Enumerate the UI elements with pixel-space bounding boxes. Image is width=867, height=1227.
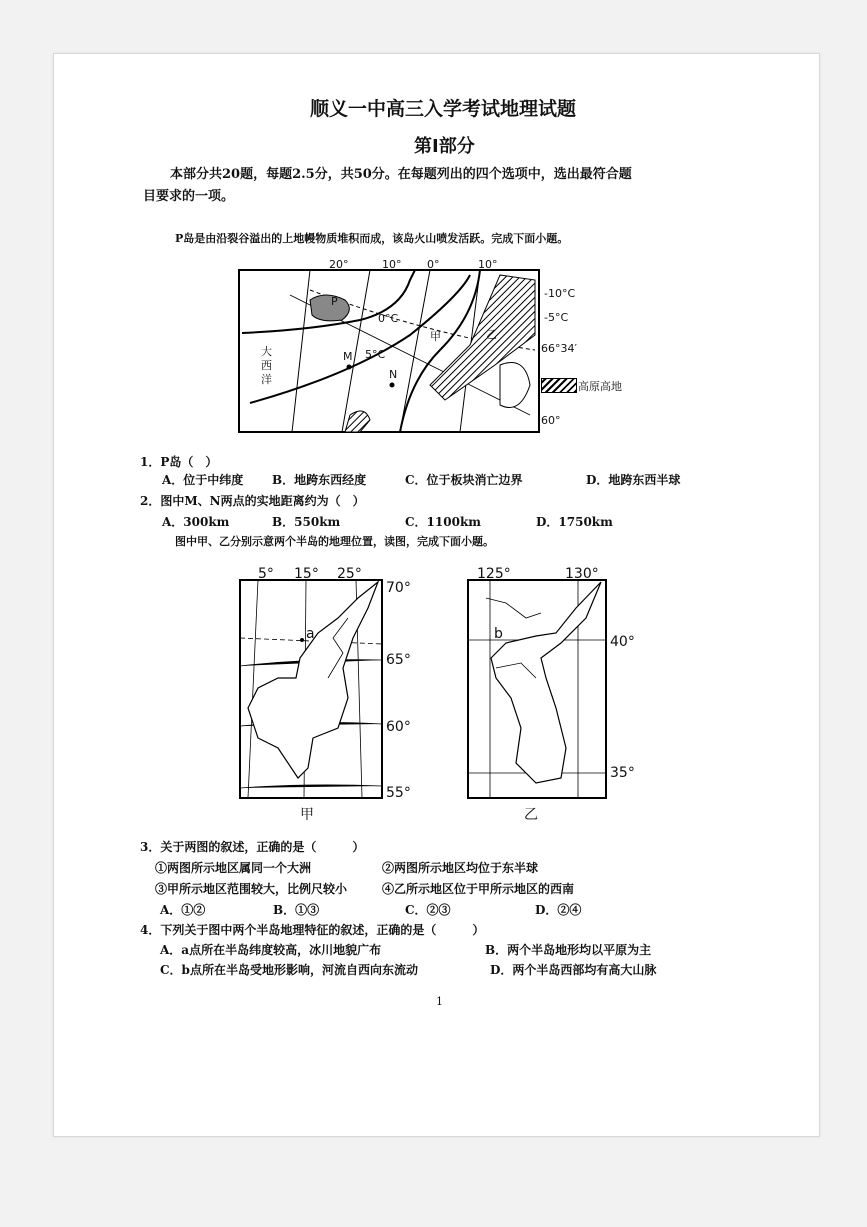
- map-north-atlantic: [230, 255, 590, 435]
- passage-1: P岛是由沿裂谷溢出的上地幔物质堆积而成，该岛火山喷发活跃。完成下面小题。: [175, 232, 569, 245]
- lat-label: 65°: [386, 652, 411, 668]
- map-caption-yi: 乙: [524, 807, 538, 823]
- point-n: N: [389, 368, 398, 381]
- lat-label: 70°: [386, 580, 411, 596]
- isotherm-label: -10°C: [544, 287, 576, 300]
- isotherm-label: 0°C: [378, 312, 399, 325]
- point-yi: 乙: [486, 328, 497, 341]
- point-jia: 甲: [430, 330, 441, 343]
- q3-option-c: C．②③: [405, 903, 451, 917]
- map-yi: [466, 578, 608, 800]
- q1-option-a: A．位于中纬度: [162, 473, 244, 487]
- q3-statement-2: ②两图所示地区均位于东半球: [382, 861, 539, 875]
- map-jia: [238, 578, 384, 800]
- q3-statement-3: ③甲所示地区范围较大，比例尺较小: [155, 882, 348, 896]
- q3-statement-1: ①两图所示地区属同一个大洲: [155, 861, 312, 875]
- q3-option-a: A．①②: [160, 903, 206, 917]
- lon-label: 10°: [382, 258, 402, 271]
- latitude-label: 60°: [541, 414, 561, 427]
- lat-label: 60°: [386, 719, 411, 735]
- lon-label: 130°: [565, 566, 599, 582]
- point-a: a: [306, 626, 315, 642]
- q2-option-a: A．300km: [162, 515, 230, 529]
- page-number: 1: [436, 995, 443, 1008]
- q2-option-d: D．1750km: [536, 515, 613, 529]
- lon-label: 125°: [477, 566, 511, 582]
- lon-label: 15°: [294, 566, 319, 582]
- q4-option-d: D．两个半岛西部均有高大山脉: [490, 963, 657, 977]
- question-2-stem: 2．图中M、N两点的实地距离约为（ ）: [140, 494, 365, 508]
- q3-statement-4: ④乙所示地区位于甲所示地区的西南: [382, 882, 575, 896]
- lon-label: 0°: [427, 258, 440, 271]
- isotherm-label: 5°C: [365, 348, 386, 361]
- legend-label: 高原高地: [578, 380, 622, 393]
- legend-swatch: [541, 378, 577, 393]
- page-title: 顺义一中高三入学考试地理试题: [310, 98, 577, 120]
- q3-option-b: B．①③: [273, 903, 320, 917]
- lon-label: 25°: [337, 566, 362, 582]
- intro-line-1: 本部分共20题，每题2.5分，共50分。在每题列出的四个选项中，选出最符合题: [170, 167, 632, 182]
- q1-option-d: D．地跨东西半球: [586, 473, 681, 487]
- map-caption-jia: 甲: [300, 807, 314, 823]
- question-4-stem: 4．下列关于图中两个半岛地理特征的叙述，正确的是（ ）: [140, 923, 485, 937]
- point-b: b: [494, 626, 503, 642]
- lon-label: 5°: [258, 566, 274, 582]
- section-title: 第Ⅰ部分: [414, 136, 475, 157]
- lat-label: 35°: [610, 765, 635, 781]
- lon-label: 10°: [478, 258, 498, 271]
- passage-2: 图中甲、乙分别示意两个半岛的地理位置，读图，完成下面小题。: [175, 535, 494, 548]
- q4-option-c: C．b点所在半岛受地形影响，河流自西向东流动: [160, 963, 418, 977]
- latitude-label: 66°34′: [541, 342, 577, 355]
- q2-option-c: C．1100km: [405, 515, 481, 529]
- question-3-stem: 3．关于两图的叙述，正确的是（ ）: [140, 840, 365, 854]
- q4-option-a: A．a点所在半岛纬度较高，冰川地貌广布: [160, 943, 382, 957]
- ocean-label: 大西洋: [261, 345, 272, 386]
- q2-option-b: B．550km: [272, 515, 341, 529]
- q1-option-c: C．位于板块消亡边界: [405, 473, 523, 487]
- lat-label: 40°: [610, 634, 635, 650]
- isotherm-label: -5°C: [544, 311, 569, 324]
- lat-label: 55°: [386, 785, 411, 801]
- intro-line-2: 目要求的一项。: [143, 189, 235, 204]
- lon-label: 20°: [329, 258, 349, 271]
- point-m: M: [343, 350, 353, 363]
- question-1-stem: 1．P岛（ ）: [140, 455, 218, 469]
- q1-option-b: B．地跨东西经度: [272, 473, 367, 487]
- q4-option-b: B．两个半岛地形均以平原为主: [485, 943, 652, 957]
- q3-option-d: D．②④: [535, 903, 582, 917]
- point-p: P: [331, 295, 338, 308]
